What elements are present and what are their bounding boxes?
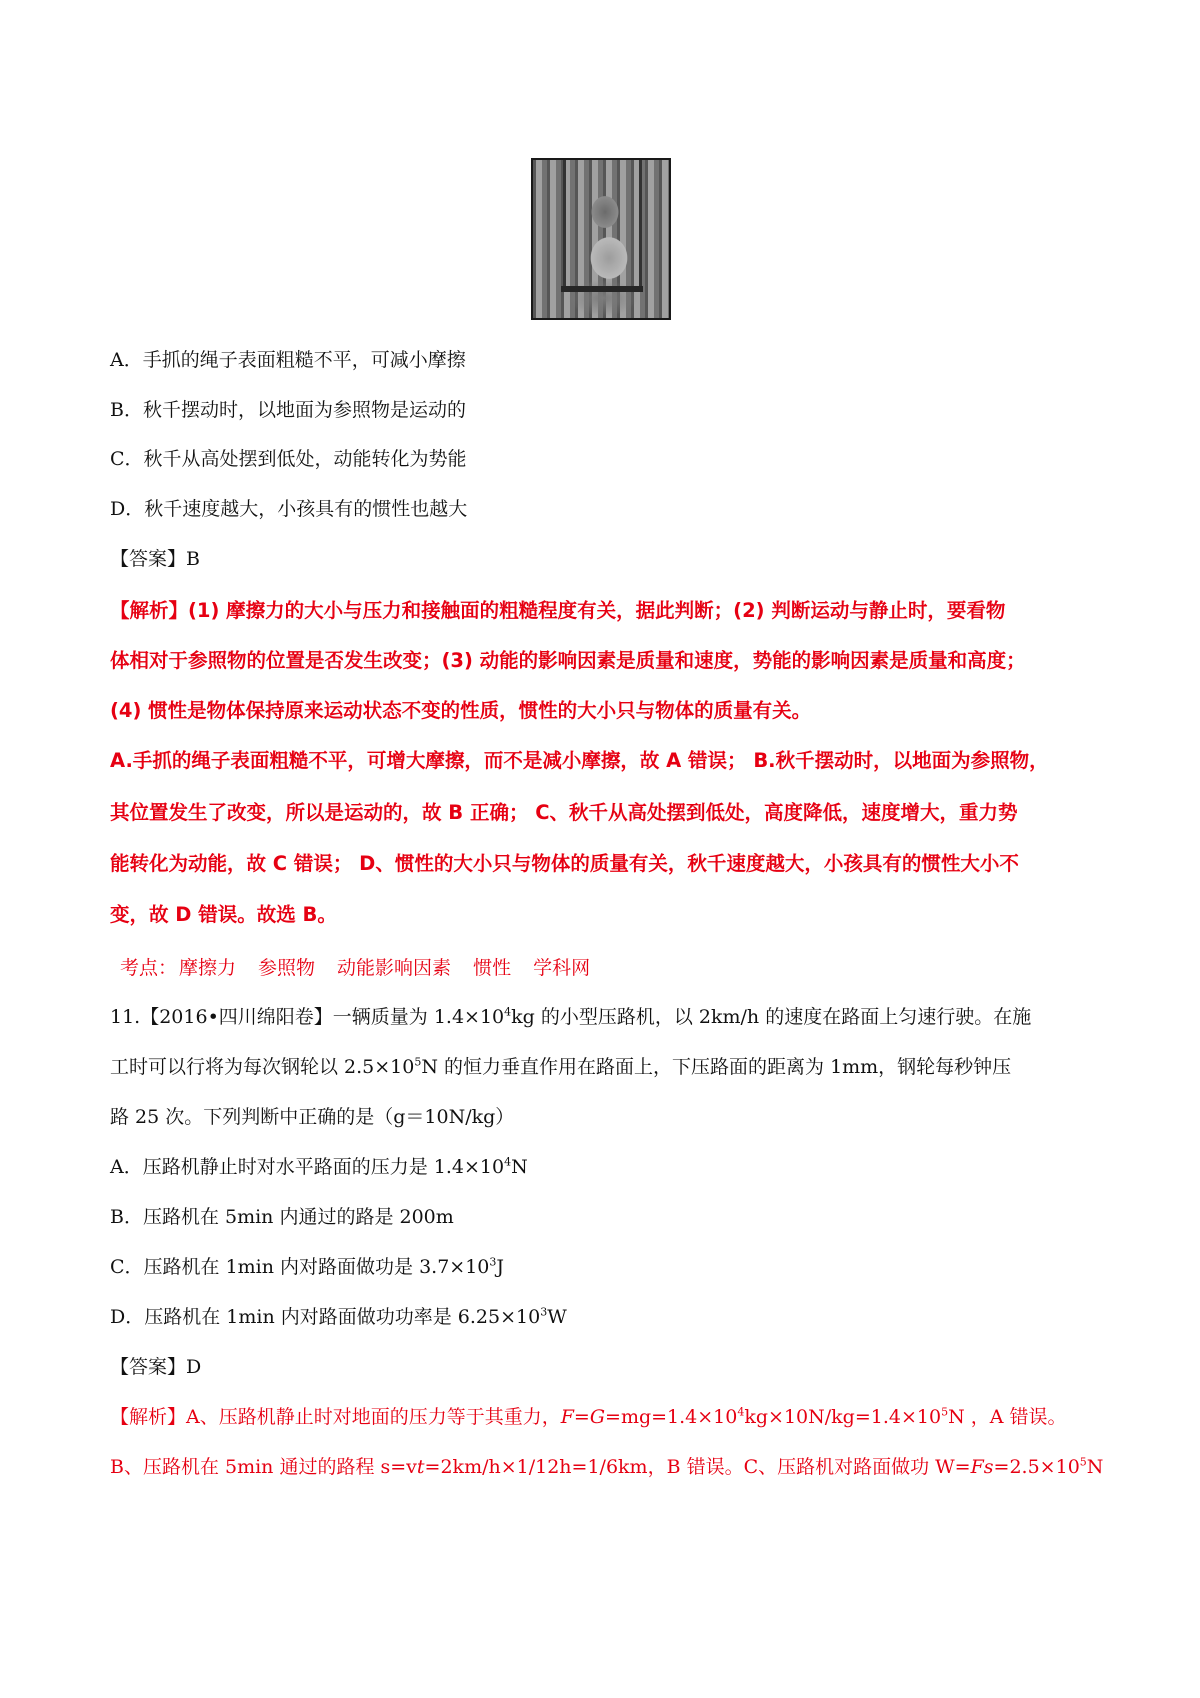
q11-stem-text: 11.【2016•四川绵阳卷】一辆质量为 1.4×10 — [110, 1006, 505, 1028]
q10-option-b: B．秋千摆动时，以地面为参照物是运动的 — [110, 399, 466, 421]
option-text: D．压路机在 1min 内对路面做功功率是 6.25×10 — [110, 1306, 541, 1328]
q10-analysis-line-1: 【解析】(1) 摩擦力的大小与压力和接触面的粗糙程度有关，据此判断；(2) 判断运动与静止时，要看物 — [110, 599, 1006, 622]
q11-stem-text: kg 的小型压路机，以 2km/h 的速度在路面上匀速行驶。在施 — [511, 1006, 1032, 1028]
swing-rope-right — [639, 160, 642, 290]
q10-option-c: C．秋千从高处摆到低处，动能转化为势能 — [110, 448, 467, 470]
exponent: 3 — [489, 1255, 497, 1269]
q11-analysis-line-1 — [110, 1404, 1067, 1430]
q10-analysis-line-4: A.手抓的绳子表面粗糙不平，可增大摩擦，而不是减小摩擦，故 A 错误； B.秋千摆动时，以地面为参照物， — [110, 749, 1049, 772]
q11-stem-line-3: 路 25 次。下列判断中正确的是（g＝10N/kg） — [110, 1106, 515, 1128]
exponent: 4 — [504, 1005, 512, 1019]
exponent: 5 — [1079, 1455, 1087, 1469]
kaodian-label: 考点： — [120, 957, 178, 979]
kaodian-item: 参照物 — [258, 957, 316, 979]
q11-option-b: B．压路机在 5min 内通过的路是 200m — [110, 1206, 454, 1228]
q11-option-d — [110, 1304, 567, 1330]
kaodian-item: 惯性 — [473, 957, 512, 979]
symbol-f: F — [560, 1406, 574, 1428]
symbol-g: G — [589, 1406, 606, 1428]
option-unit: J — [496, 1256, 505, 1278]
analysis-text: =mg=1.4×10 — [605, 1406, 738, 1428]
exponent: 4 — [504, 1155, 512, 1169]
swing-photo — [531, 158, 671, 320]
option-text: C．压路机在 1min 内对路面做功是 3.7×10 — [110, 1256, 490, 1278]
analysis-text: =2km/h×1/12h=1/6km，B 错误。C、压路机对路面做功 W= — [424, 1456, 971, 1478]
q11-stem-text: 工时可以行将为每次钢轮以 2.5×10 — [110, 1056, 415, 1078]
kaodian-item: 摩擦力 — [179, 957, 237, 979]
analysis-text: kg×10N/kg=1.4×10 — [744, 1406, 942, 1428]
q11-option-c — [110, 1254, 504, 1280]
analysis-text: 【解析】A、压路机静止时对地面的压力等于其重力， — [110, 1406, 561, 1428]
q10-option-d: D．秋千速度越大，小孩具有的惯性也越大 — [110, 498, 468, 520]
symbol-fs: Fs — [970, 1456, 994, 1478]
q10-analysis-line-5: 其位置发生了改变，所以是运动的，故 B 正确； C、秋千从高处摆到低处，高度降低，速度增大，重力势 — [110, 801, 1018, 824]
exponent: 5 — [941, 1405, 949, 1419]
exponent: 4 — [737, 1405, 745, 1419]
q11-answer: 【答案】D — [110, 1356, 202, 1378]
option-text: A．压路机静止时对水平路面的压力是 1.4×10 — [110, 1156, 505, 1178]
q10-kaodian — [120, 955, 612, 981]
analysis-text: = — [573, 1406, 590, 1428]
exponent: 5 — [414, 1055, 422, 1069]
q11-stem-line-2 — [110, 1054, 1011, 1080]
swing-seat — [561, 286, 643, 292]
q10-option-a: A．手抓的绳子表面粗糙不平，可减小摩擦 — [110, 349, 466, 371]
option-unit: N — [511, 1156, 528, 1178]
option-unit: W — [547, 1306, 567, 1328]
q10-analysis-line-6: 能转化为动能，故 C 错误； D、惯性的大小只与物体的质量有关，秋千速度越大，小孩具有的惯性大小不 — [110, 852, 1019, 875]
q11-stem-line-1 — [110, 1004, 1031, 1030]
kaodian-item: 学科网 — [533, 957, 591, 979]
q10-analysis-line-3: (4) 惯性是物体保持原来运动状态不变的性质，惯性的大小只与物体的质量有关。 — [110, 699, 812, 722]
analysis-text: N ，A 错误。 — [948, 1406, 1067, 1428]
analysis-text: =2.5×10 — [993, 1456, 1080, 1478]
q11-analysis-line-2 — [110, 1454, 1103, 1480]
analysis-text: N — [1086, 1456, 1104, 1478]
kaodian-item: 动能影响因素 — [337, 957, 452, 979]
analysis-text: B、压路机在 5min 通过的路程 s=v — [110, 1456, 417, 1478]
exponent: 3 — [540, 1305, 548, 1319]
q11-option-a — [110, 1154, 528, 1180]
q10-analysis-line-7: 变，故 D 错误。故选 B。 — [110, 903, 337, 926]
symbol-t: t — [416, 1456, 425, 1478]
swing-rope-left — [563, 160, 566, 290]
q10-answer: 【答案】B — [110, 548, 200, 570]
q10-analysis-line-2: 体相对于参照物的位置是否发生改变；(3) 动能的影响因素是质量和速度，势能的影响因素是质量和高度； — [110, 649, 1026, 672]
q11-stem-text: N 的恒力垂直作用在路面上，下压路面的距离为 1mm，钢轮每秒钟压 — [421, 1056, 1012, 1078]
